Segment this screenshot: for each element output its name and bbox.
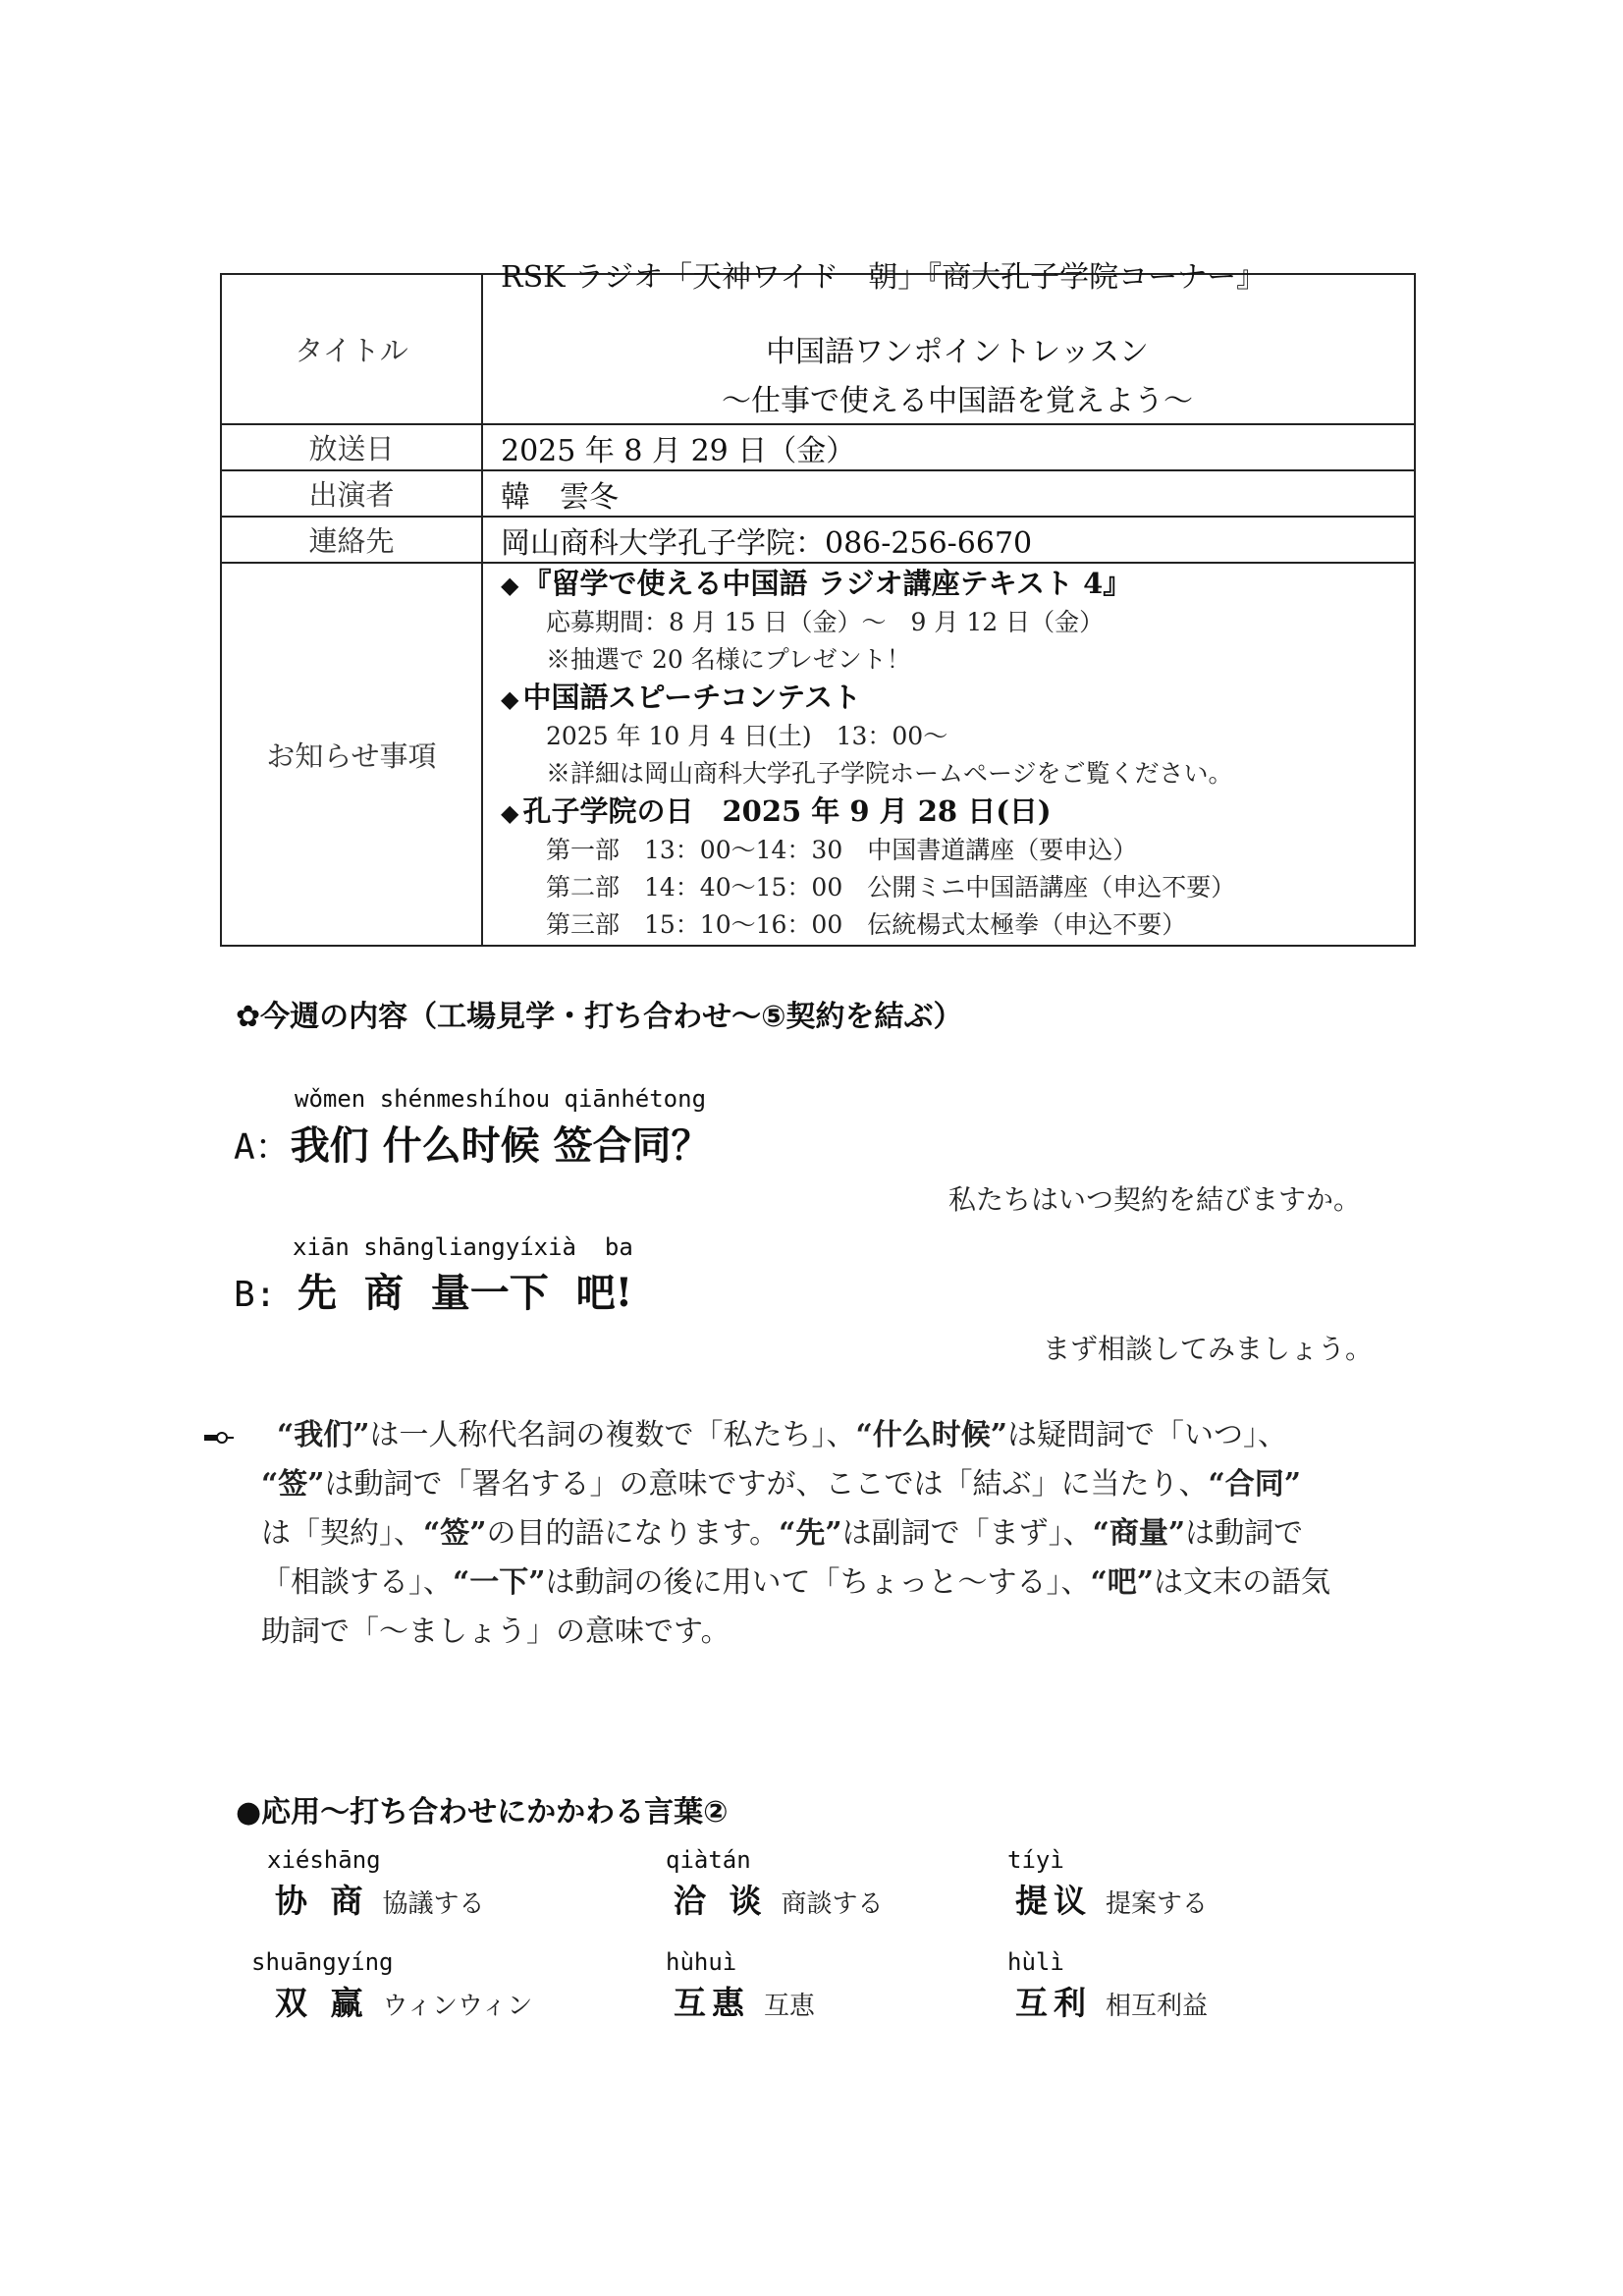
- explanation-term: “先”: [779, 1516, 842, 1551]
- speaker-b: B:: [234, 1275, 298, 1315]
- explanation-term: “签”: [261, 1467, 325, 1502]
- vocab-pinyin: qiàtán: [666, 1846, 751, 1874]
- vocab-pinyin: shuāngyíng: [251, 1948, 394, 1976]
- vocab-chinese: 洽 谈: [674, 1882, 768, 1920]
- speaker-a: A：: [234, 1127, 291, 1168]
- notice-row: [221, 563, 1415, 946]
- contact-row: [221, 517, 1415, 563]
- explanation-segment: は「契約」、: [261, 1516, 423, 1551]
- notice-label: お知らせ事項: [221, 563, 482, 946]
- explanation-line: [261, 1608, 1406, 1657]
- vocab-item: [1007, 1948, 1208, 2024]
- vocab-japanese: 提案する: [1106, 1889, 1209, 1919]
- vocab-japanese: 協議する: [382, 1889, 485, 1919]
- notice-head: 『留学で使える中国語 ラジオ講座テキスト 4』: [522, 567, 1132, 600]
- explanation-term: “商量”: [1092, 1516, 1186, 1551]
- notice-line: ※詳細は岡山商科大学孔子学院ホームページをご覧ください。: [546, 759, 1233, 788]
- vocab-item: [666, 1846, 884, 1922]
- notice-item: [501, 565, 1414, 679]
- vocab-item: [267, 1846, 485, 1922]
- date-row: [221, 424, 1415, 470]
- notice-line: 2025 年 10 月 4 日(土) 13：00～: [546, 722, 948, 750]
- title-line-3: ～仕事で使える中国語を覚えよう～: [722, 383, 1193, 418]
- title-label: タイトル: [221, 274, 482, 424]
- explanation-line: [261, 1509, 1406, 1558]
- explanation-term: “吧”: [1090, 1565, 1155, 1600]
- vocab-item: [251, 1948, 532, 2024]
- notice-line: 第一部 13：00～14：30 中国書道講座（要申込）: [546, 836, 1138, 864]
- contact-value: 岡山商科大学孔子学院：086-256-6670: [482, 517, 1415, 563]
- explanation-segment: は疑問詞で「いつ」、: [1007, 1418, 1288, 1452]
- diamond-icon: ◆: [501, 572, 519, 599]
- date-value: 2025 年 8 月 29 日（金）: [482, 424, 1415, 470]
- explanation-segment: は動詞で: [1185, 1516, 1304, 1551]
- vocab-japanese: 商談する: [781, 1889, 884, 1919]
- notice-line: ※抽選で 20 名様にプレゼント！: [546, 645, 911, 674]
- explanation-line: [261, 1460, 1406, 1509]
- explanation-segment: 助詞で「～ましょう」の意味です。: [261, 1614, 730, 1649]
- title-line-1: RSK ラジオ「天神ワイド 朝」『商大孔子学院コーナー』: [501, 259, 1267, 295]
- notice-line: 第二部 14：40～15：00 公開ミニ中国語講座（申込不要）: [546, 873, 1236, 902]
- diamond-icon: ◆: [501, 685, 519, 713]
- contact-label: 連絡先: [221, 517, 482, 563]
- vocab-pinyin: hùhuì: [666, 1948, 737, 1976]
- explanation-segment: は一人称代名詞の複数で「私たち」、: [369, 1418, 856, 1452]
- explanation-term: “合同”: [1208, 1467, 1302, 1502]
- vocab-chinese: 互惠: [674, 1984, 750, 2022]
- vocab-japanese: ウィンウィン: [382, 1992, 533, 2021]
- explanation-line: [261, 1558, 1406, 1608]
- explanation-segment: は動詞で「署名する」の意味ですが、ここでは「結ぶ」に当たり、: [324, 1467, 1209, 1502]
- performer-value: 韓 雲冬: [482, 470, 1415, 517]
- notice-item: [501, 679, 1414, 793]
- notice-value: [482, 563, 1415, 946]
- notice-head: 中国語スピーチコンテスト: [522, 681, 861, 714]
- dialog-b-translation: まず相談してみましょう。: [1043, 1333, 1374, 1365]
- pointing-hand-icon: [204, 1428, 234, 1448]
- vocab-chinese: 提议: [1015, 1882, 1092, 1920]
- explanation-term: “签”: [423, 1516, 487, 1551]
- notice-line: 応募期間：8 月 15 日（金）～ 9 月 12 日（金）: [546, 608, 1105, 636]
- vocab-chinese: 协 商: [275, 1882, 369, 1920]
- explanation-segment: は文末の語気: [1154, 1565, 1331, 1600]
- notice-head: 孔子学院の日 2025 年 9 月 28 日(日): [522, 794, 1052, 828]
- explanation-text: [261, 1411, 1406, 1657]
- dialog-a-pinyin: wǒmen shénmeshíhou qiānhétong: [295, 1085, 707, 1113]
- vocab-pinyin: xiéshāng: [267, 1846, 381, 1874]
- title-value: [482, 259, 1415, 424]
- diamond-icon: ◆: [501, 799, 519, 827]
- vocab-item: [1007, 1846, 1208, 1922]
- explanation-segment: は副詞で「まず」、: [841, 1516, 1093, 1551]
- vocab-japanese: 互恵: [764, 1992, 816, 2021]
- vocab-japanese: 相互利益: [1106, 1992, 1209, 2021]
- performer-row: [221, 470, 1415, 517]
- explanation-term: “我们”: [277, 1418, 370, 1452]
- explanation-term: “什么时候”: [855, 1418, 1008, 1452]
- dialog-a-text: 我们 什么时候 签合同？: [290, 1122, 711, 1169]
- explanation-term: “一下”: [453, 1565, 546, 1600]
- vocab-chinese: 互利: [1015, 1984, 1092, 2022]
- date-label: 放送日: [221, 424, 482, 470]
- notice-item: [501, 793, 1414, 944]
- this-week-heading: ✿今週の内容（工場見学・打ち合わせ～⑤契約を結ぶ）: [236, 1000, 963, 1034]
- info-table: [220, 259, 1416, 947]
- vocab-item: [666, 1948, 815, 2024]
- title-line-2: 中国語ワンポイントレッスン: [766, 334, 1149, 369]
- vocab-chinese: 双 赢: [275, 1984, 369, 2022]
- dialog-b-pinyin: xiān shāngliangyíxià ba: [293, 1233, 633, 1261]
- explanation-segment: の目的語になります。: [486, 1516, 780, 1551]
- title-row: [221, 274, 1415, 424]
- explanation-line: [277, 1411, 1406, 1460]
- applied-heading: ●応用～打ち合わせにかかわる言葉②: [236, 1795, 729, 1830]
- notice-line: 第三部 15：10～16：00 伝統楊式太極拳（申込不要）: [546, 910, 1187, 939]
- explanation-segment: 「相談する」、: [261, 1565, 453, 1600]
- performer-label: 出演者: [221, 470, 482, 517]
- vocab-pinyin: hùlì: [1007, 1948, 1064, 1976]
- dialog-a-translation: 私たちはいつ契約を結びますか。: [948, 1183, 1362, 1216]
- dialog-b-text: 先 商 量一下 吧!: [298, 1270, 633, 1316]
- explanation-segment: は動詞の後に用いて「ちょっと～する」、: [545, 1565, 1091, 1600]
- vocab-pinyin: tíyì: [1007, 1846, 1064, 1874]
- dialog-b: [234, 1262, 632, 1318]
- dialog-a: [234, 1115, 711, 1171]
